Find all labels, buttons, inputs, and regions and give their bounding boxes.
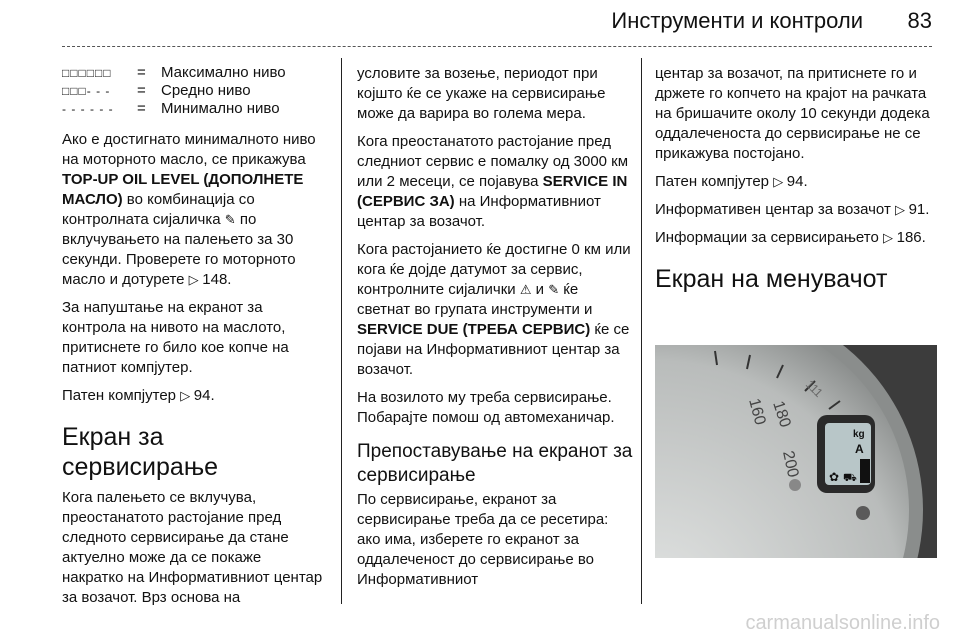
page-header-title: Инструменти и контроли bbox=[611, 8, 863, 33]
tick-label: 160 bbox=[745, 396, 769, 427]
level-symbol: □□□□□□ bbox=[62, 66, 112, 80]
level-symbol: □□□- - - bbox=[62, 84, 111, 98]
section-heading-service-display: Екран за сервисирање bbox=[62, 423, 219, 481]
display-kg: kg bbox=[853, 429, 865, 440]
reset-service-paragraph: По сервисирање, екранот за сервисирање треба да се ресетира: ако има, изберете го екранот за оддалеченост до сервисирање во Информативниот bbox=[357, 491, 609, 588]
watermark: carmanualsonline.info bbox=[745, 612, 940, 634]
service-due-paragraph: Кога растојанието ќе достигне 0 км или кога ќе дојде датумот за сервис, контролните сијалички ⚠ и ✎ ќе светнат во групата инструменти и SERVICE DUE (ТРЕБА СЕРВИС) ќе се појави на Информативниот центар за возачот. bbox=[357, 241, 631, 378]
page-ref[interactable]: 186. bbox=[896, 229, 926, 246]
gear-indicator bbox=[860, 459, 870, 483]
page-ref[interactable]: 148. bbox=[202, 271, 232, 288]
needs-service-paragraph: На возилото му треба сервисирање. Побарајте помош од автомеханичар. bbox=[357, 389, 615, 426]
page-ref[interactable]: 94. bbox=[193, 387, 215, 404]
exit-oil-screen-paragraph: За напуштање на екранот за контрола на нивото на маслото, притиснете го било кое копче на патниот компјутер. bbox=[62, 299, 289, 376]
service-period-paragraph: условите за возење, периодот при којшто ќе се укаже на сервисирање може да варира во голема мера. bbox=[357, 65, 606, 122]
oil-can-icon: ✎ bbox=[224, 212, 236, 227]
trip-computer-ref: Патен компјутер ▷ 94. bbox=[655, 173, 808, 190]
display-mode: A bbox=[855, 442, 864, 456]
column-2 bbox=[357, 64, 633, 598]
page-number: 83 bbox=[907, 8, 932, 33]
trip-computer-ref: Патен компјутер ▷ 94. bbox=[62, 387, 215, 404]
column-3 bbox=[655, 64, 935, 300]
arrow-ref-icon: ▷ bbox=[894, 202, 909, 217]
section-heading-reset-service: Препоставување на екранот за сервисирање bbox=[357, 441, 633, 486]
wrench-icon: ⚠ bbox=[519, 282, 532, 297]
arrow-ref-icon: ▷ bbox=[883, 230, 897, 245]
column-1 bbox=[62, 64, 324, 616]
page-ref[interactable]: 91. bbox=[908, 201, 930, 218]
service-due-message: SERVICE DUE (ТРЕБА СЕРВИС) bbox=[357, 321, 591, 338]
column-divider-2 bbox=[641, 58, 642, 604]
level-label: Минимално ниво bbox=[161, 100, 280, 117]
arrow-ref-icon: ▷ bbox=[188, 272, 203, 287]
instrument-cluster-image bbox=[655, 345, 937, 558]
arrow-ref-icon: ▷ bbox=[180, 388, 194, 403]
level-label: Максимално ниво bbox=[161, 64, 286, 81]
settings-icon: ✿ bbox=[829, 470, 840, 484]
oil-level-mid-row: □□□- - - = Средно ниво bbox=[62, 82, 251, 99]
oil-can-icon: ✎ bbox=[548, 282, 560, 297]
page-ref[interactable]: 94. bbox=[786, 173, 808, 190]
oil-warning-paragraph: Ако е достигнато минималното ниво на моторното масло, се прикажува TOP-UP OIL LEVEL (ДОПОЛНЕТЕ МАСЛО) во комбинација со контролната сијаличка ✎ по вклучувањето на палењето за 30 секунди. Проверете го моторното масло и дотурете ▷ 148. bbox=[62, 131, 316, 288]
reset-instructions-paragraph: центар за возачот, па притиснете го и држете го копчето на крајот на рачката на бришачите околу 10 секунди додека оддалеченоста до сервисирање не се прикажува постојано. bbox=[655, 65, 930, 162]
topup-message: TOP-UP OIL LEVEL (ДОПОЛНЕТЕ МАСЛО) bbox=[62, 171, 304, 208]
header-divider bbox=[62, 46, 932, 47]
level-symbol: - - - - - - bbox=[62, 102, 114, 116]
section-heading-transmission-display: Екран на менувачот bbox=[655, 265, 888, 293]
tick-label: 111 bbox=[802, 377, 826, 401]
oil-level-min-row: - - - - - - = Минимално ниво bbox=[62, 100, 280, 117]
car-icon: ⛟ bbox=[843, 471, 857, 484]
driver-info-center-ref: Информативен центар за возачот ▷ 91. bbox=[655, 201, 930, 218]
oil-level-max-row: □□□□□□ = Максимално ниво bbox=[62, 64, 286, 81]
column-divider-1 bbox=[341, 58, 342, 604]
service-display-paragraph: Кога палењето се вклучува, преостанатото растојание пред следното сервисирање да стане актуелно може да се покаже накратко на Информативниот центар за возачот. Врз основа на bbox=[62, 489, 323, 606]
tick-label: 200 bbox=[779, 449, 802, 479]
arrow-ref-icon: ▷ bbox=[773, 174, 787, 189]
service-in-message: SERVICE IN (СЕРВИС ЗА) bbox=[357, 173, 628, 210]
level-label: Средно ниво bbox=[161, 82, 251, 99]
service-info-ref: Информации за сервисирањето ▷ 186. bbox=[655, 229, 926, 246]
gauge-illustration bbox=[655, 345, 937, 558]
tick-label: 180 bbox=[769, 398, 794, 430]
service-in-paragraph: Кога преостанатото растојание пред следниот сервис е помалку од 3000 км или 2 месеци, се појавува SERVICE IN (СЕРВИС ЗА) на Информативниот центар за возачот. bbox=[357, 133, 629, 230]
